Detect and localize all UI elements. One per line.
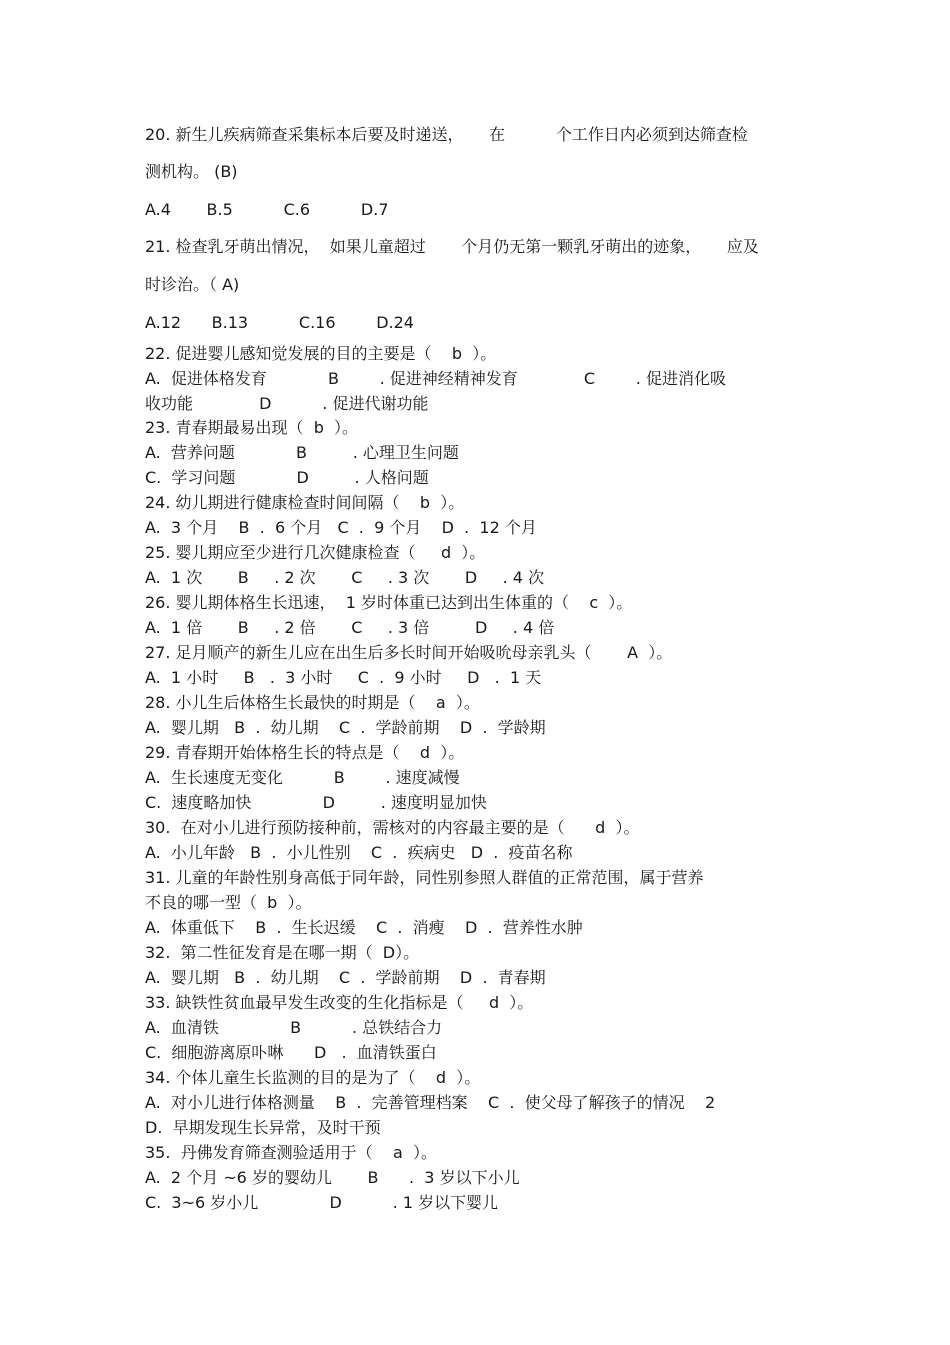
question-33-options-2: C. 细胞游离原卟啉 D . 血清铁蛋白 <box>145 1043 437 1062</box>
question-23-options-2: C. 学习问题 D . 人格问题 <box>145 468 429 487</box>
question-29-options-1: A. 生长速度无变化 B . 速度减慢 <box>145 768 460 787</box>
question-22-stem: 22. 促进婴儿感知觉发展的目的主要是（ b ）。 <box>145 344 497 363</box>
question-31-stem-2: 不良的哪一型（ b ）。 <box>145 893 312 912</box>
question-27-stem: 27. 足月顺产的新生儿应在出生后多长时间开始吸吮母亲乳头（ A ）。 <box>145 643 673 662</box>
question-34-stem: 34. 个体儿童生长监测的目的是为了（ d ）。 <box>145 1068 481 1087</box>
question-35-stem: 35. 丹佛发育筛查测验适用于（ a ）。 <box>145 1143 437 1162</box>
question-25-stem: 25. 婴儿期应至少进行几次健康检查（ d ）。 <box>145 543 486 562</box>
question-33-options-1: A. 血清铁 B . 总铁结合力 <box>145 1018 443 1037</box>
question-28-stem: 28. 小儿生后体格生长最快的时期是（ a ）。 <box>145 693 480 712</box>
question-22-options-1: A. 促进体格发育 B . 促进神经精神发育 C . 促进消化吸 <box>145 369 726 388</box>
question-20-options: A.4 B.5 C.6 D.7 <box>145 200 389 219</box>
question-22-options-2: 收功能 D . 促进代谢功能 <box>145 394 429 413</box>
question-32-options: A. 婴儿期 B . 幼儿期 C . 学龄前期 D . 青春期 <box>145 968 546 987</box>
question-32-stem: 32. 第二性征发育是在哪一期（ D）。 <box>145 943 420 962</box>
question-26-options: A. 1 倍 B . 2 倍 C . 3 倍 D . 4 倍 <box>145 618 555 637</box>
question-30-options: A. 小儿年龄 B . 小儿性别 C . 疾病史 D . 疫苗名称 <box>145 843 573 862</box>
question-31-options: A. 体重低下 B . 生长迟缓 C . 消瘦 D . 营养性水肿 <box>145 918 583 937</box>
question-24-stem: 24. 幼儿期进行健康检查时间间隔（ b ）。 <box>145 493 465 512</box>
question-33-stem: 33. 缺铁性贫血最早发生改变的生化指标是（ d ）。 <box>145 993 534 1012</box>
question-35-options-1: A. 2 个月 ~6 岁的婴幼儿 B . 3 岁以下小儿 <box>145 1168 520 1187</box>
question-21-line-1: 21. 检查乳牙萌出情况， 如果儿童超过 个月仍无第一颗乳牙萌出的迹象， 应及 <box>145 237 759 256</box>
question-34-options-1: A. 对小儿进行体格测量 B . 完善管理档案 C . 使父母了解孩子的情况 2 <box>145 1093 716 1112</box>
question-25-options: A. 1 次 B . 2 次 C . 3 次 D . 4 次 <box>145 568 545 587</box>
question-34-options-2: D. 早期发现生长异常，及时干预 <box>145 1118 381 1137</box>
question-21-line-2: 时诊治。（ A) <box>145 275 240 294</box>
question-21-options: A.12 B.13 C.16 D.24 <box>145 313 414 332</box>
question-24-options: A. 3 个月 B . 6 个月 C . 9 个月 D . 12 个月 <box>145 518 537 537</box>
question-23-stem: 23. 青春期最易出现（ b ）。 <box>145 418 359 437</box>
question-35-options-2: C. 3~6 岁小儿 D . 1 岁以下婴儿 <box>145 1193 499 1212</box>
question-20-line-1: 20. 新生儿疾病筛查采集标本后要及时递送， 在 个工作日内必须到达筛查检 <box>145 125 748 144</box>
question-20-line-2: 测机构。 (B) <box>145 162 238 181</box>
question-27-options: A. 1 小时 B . 3 小时 C . 9 小时 D . 1 天 <box>145 668 542 687</box>
question-31-stem-1: 31. 儿童的年龄性别身高低于同年龄，同性别参照人群值的正常范围，属于营养 <box>145 868 704 887</box>
question-28-options: A. 婴儿期 B . 幼儿期 C . 学龄前期 D . 学龄期 <box>145 718 546 737</box>
question-26-stem: 26. 婴儿期体格生长迅速， 1 岁时体重已达到出生体重的（ c ）。 <box>145 593 633 612</box>
question-23-options-1: A. 营养问题 B . 心理卫生问题 <box>145 443 459 462</box>
question-30-stem: 30. 在对小儿进行预防接种前，需核对的内容最主要的是（ d ）。 <box>145 818 640 837</box>
question-29-options-2: C. 速度略加快 D . 速度明显加快 <box>145 793 487 812</box>
question-29-stem: 29. 青春期开始体格生长的特点是（ d ）。 <box>145 743 465 762</box>
